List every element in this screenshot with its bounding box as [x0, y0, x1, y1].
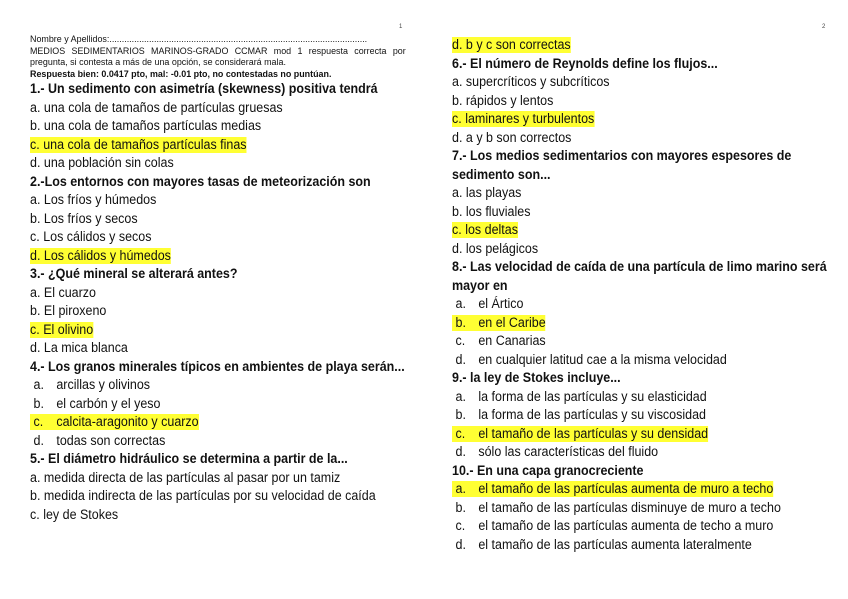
answer-content: [452, 389, 707, 405]
option-text: el Ártico: [478, 296, 524, 312]
option-text: el tamaño de las partículas y su densidad: [478, 425, 709, 442]
option-letter: a.: [452, 74, 463, 90]
answer-option: [452, 314, 786, 333]
option-text: sólo las características del fluido: [478, 444, 659, 460]
question-text: 5.- El diámetro hidráulico se determina a partir de la...: [30, 451, 348, 467]
answer-option: [30, 247, 361, 266]
highlighted-answer: [452, 111, 594, 127]
answer-option: [452, 110, 786, 129]
option-text: El piroxeno: [43, 303, 107, 319]
answer-content: [452, 518, 773, 534]
answer-content: [452, 185, 521, 201]
option-text: calcita-aragonito y cuarzo: [56, 414, 199, 430]
option-text: la forma de las partículas y su viscosidad: [478, 407, 706, 423]
option-text: El cuarzo: [43, 284, 96, 301]
option-text: todas son correctas: [56, 432, 166, 449]
answer-content: [30, 100, 283, 116]
name-line: Nombre y Apellidos:........................................................................................................: [30, 34, 368, 45]
highlighted-answer: [30, 322, 93, 338]
option-letter: c.: [455, 425, 466, 442]
answer-option: [452, 425, 786, 444]
answer-content: [30, 211, 138, 227]
answer-content: [452, 500, 781, 516]
answer-content: [30, 118, 261, 134]
option-letter: c.: [30, 506, 40, 523]
left-column: [30, 34, 406, 524]
option-text: supercríticos y subcríticos: [465, 74, 610, 90]
answer-content: [30, 377, 150, 393]
option-letter: c.: [455, 518, 466, 534]
answer-option: [30, 487, 376, 506]
answer-option: [452, 351, 786, 370]
answer-content: [452, 407, 706, 423]
option-text: el tamaño de las partículas aumenta de muro a techo: [478, 481, 774, 497]
highlighted-answer: [452, 481, 773, 497]
answer-option: [452, 129, 786, 148]
answer-option: [452, 295, 786, 314]
answer-option: [30, 99, 361, 118]
answer-content: [30, 507, 118, 523]
question-text: 8.- Las velocidad de caída de una partícula de limo marino será mayor en: [452, 259, 827, 294]
option-text: Los cálidos y secos: [43, 229, 152, 245]
option-letter: d.: [452, 240, 463, 257]
option-text: Los fríos y secos: [43, 210, 138, 227]
option-text: los deltas: [465, 222, 518, 238]
answer-content: [452, 204, 530, 220]
option-letter: d.: [455, 444, 466, 460]
answer-content: [30, 433, 165, 449]
option-letter: b.: [455, 407, 466, 423]
answer-option: [30, 136, 361, 155]
answer-option: [452, 443, 786, 462]
highlighted-answer: [30, 248, 171, 264]
highlighted-answer: [452, 315, 546, 331]
question-text: 2.-Los entornos con mayores tasas de meteorización son: [30, 173, 371, 190]
highlighted-answer: [30, 137, 247, 153]
answer-content: [30, 155, 174, 171]
option-text: el tamaño de las partículas aumenta lateralmente: [478, 536, 752, 553]
option-text: las playas: [465, 185, 522, 201]
option-letter: a.: [455, 296, 466, 312]
answer-content: [452, 241, 538, 257]
highlighted-answer: [452, 426, 708, 442]
answer-option: [452, 388, 786, 407]
answer-option: [30, 506, 361, 525]
option-text: la forma de las partículas y su elasticidad: [478, 388, 707, 405]
option-text: en cualquier latitud cae a la misma velocidad: [478, 351, 727, 368]
answer-option: [452, 203, 786, 222]
option-letter: b.: [452, 92, 463, 109]
answer-option: [452, 36, 786, 55]
answer-content: [30, 229, 151, 245]
scoring-rules: Respuesta bien: 0.0417 pto, mal: -0.01 pto, no contestadas no puntúan.: [30, 68, 332, 80]
option-letter: c.: [33, 414, 44, 430]
highlighted-answer: [30, 414, 199, 430]
option-letter: c.: [452, 111, 462, 127]
answer-content: [452, 444, 658, 460]
option-letter: c.: [455, 333, 466, 349]
question-text: 3.- ¿Qué mineral se alterará antes?: [30, 266, 238, 282]
answer-option: [30, 284, 361, 303]
option-letter: a.: [30, 192, 41, 208]
option-text: el tamaño de las partículas aumenta de techo a muro: [478, 518, 774, 534]
option-text: una cola de tamaños partículas medias: [43, 118, 262, 134]
option-text: los fluviales: [465, 203, 531, 220]
option-letter: d.: [30, 155, 41, 171]
answer-option: [30, 117, 361, 136]
answer-option: [30, 395, 361, 414]
option-letter: c.: [30, 136, 40, 153]
option-letter: d.: [455, 351, 466, 368]
question-text: 7.- Los medios sedimentarios con mayores espesores de sedimento son...: [452, 148, 792, 183]
option-letter: a.: [455, 388, 466, 405]
answer-option: [30, 469, 361, 488]
question-text: 4.- Los granos minerales típicos en ambientes de playa serán...: [30, 358, 405, 375]
option-letter: a.: [30, 99, 41, 116]
question-text: 6.- El número de Reynolds define los flujos...: [452, 55, 718, 72]
answer-content: [30, 488, 376, 504]
answer-option: [30, 228, 361, 247]
answer-option: [452, 240, 786, 259]
option-letter: a.: [452, 185, 463, 201]
option-letter: d.: [452, 37, 463, 53]
answer-option: [452, 517, 786, 536]
answer-option: [30, 432, 361, 451]
answer-option: [30, 413, 361, 432]
answer-content: [30, 340, 128, 356]
answer-option: [30, 302, 361, 321]
option-text: medida indirecta de las partículas por su velocidad de caída: [43, 488, 376, 504]
answer-content: [30, 192, 156, 208]
option-text: rápidos y lentos: [465, 92, 554, 109]
page-number: 1: [399, 24, 403, 30]
option-text: a y b son correctos: [465, 129, 572, 146]
option-letter: d.: [30, 247, 41, 264]
answer-option: [452, 184, 786, 203]
option-text: El olivino: [43, 321, 94, 338]
option-letter: c.: [30, 321, 40, 338]
option-letter: a.: [455, 481, 466, 497]
question-text: 1.- Un sedimento con asimetría (skewness) positiva tendrá: [30, 81, 378, 97]
page-number: 2: [822, 24, 826, 30]
answer-content: [452, 130, 571, 146]
answer-option: [452, 73, 786, 92]
answer-option: [452, 406, 786, 425]
option-text: una cola de tamaños de partículas gruesas: [43, 99, 283, 116]
option-letter: d.: [30, 340, 41, 356]
answer-option: [452, 332, 786, 351]
option-text: el carbón y el yeso: [56, 395, 161, 412]
option-text: en Canarias: [478, 333, 546, 349]
option-text: medida directa de las partículas al pasar por un tamiz: [43, 469, 341, 486]
option-letter: a.: [33, 377, 44, 393]
answer-content: [452, 352, 727, 368]
option-text: La mica blanca: [43, 340, 128, 356]
option-letter: b.: [30, 303, 41, 319]
highlighted-answer: [452, 37, 571, 53]
option-letter: d.: [33, 432, 44, 449]
answer-option: [452, 499, 786, 518]
option-letter: b.: [30, 210, 41, 227]
answer-content: [30, 303, 106, 319]
answer-content: [452, 333, 546, 349]
answer-option: [30, 376, 361, 395]
right-column: [452, 36, 832, 554]
answer-content: [452, 296, 523, 312]
question-text: 9.- la ley de Stokes incluye...: [452, 370, 621, 386]
option-text: Los cálidos y húmedos: [43, 247, 171, 264]
option-letter: b.: [455, 499, 466, 516]
answer-option: [452, 536, 786, 555]
answer-option: [30, 321, 361, 340]
answer-option: [30, 210, 361, 229]
option-text: en el Caribe: [478, 314, 546, 331]
exam-title: MEDIOS SEDIMENTARIOS MARINOS-GRADO CCMAR mod 1 respuesta correcta por pregunta, si contesta a más de una opción, se considerará mala.: [30, 45, 406, 68]
answer-content: [452, 93, 553, 109]
option-letter: b.: [452, 203, 463, 220]
question-text: 10.- En una capa granocreciente: [452, 462, 644, 479]
answer-content: [452, 537, 752, 553]
option-text: ley de Stokes: [43, 506, 119, 523]
option-letter: b.: [30, 488, 41, 504]
option-letter: a.: [30, 469, 41, 486]
option-text: una cola de tamaños partículas finas: [43, 136, 247, 153]
option-letter: c.: [452, 222, 462, 238]
answer-option: [30, 339, 361, 358]
answer-option: [30, 191, 361, 210]
option-letter: b.: [33, 395, 44, 412]
option-text: el tamaño de las partículas disminuye de muro a techo: [478, 499, 781, 516]
question-list: [30, 80, 406, 524]
answer-content: [30, 396, 160, 412]
answer-option: [452, 480, 786, 499]
answer-option: [30, 154, 361, 173]
option-letter: b.: [455, 314, 466, 331]
option-text: Los fríos y húmedos: [43, 192, 157, 208]
answer-option: [452, 92, 786, 111]
option-text: los pelágicos: [465, 240, 539, 257]
option-text: laminares y turbulentos: [465, 111, 595, 127]
option-letter: a.: [30, 284, 41, 301]
highlighted-answer: [452, 222, 518, 238]
answer-content: [452, 74, 610, 90]
answer-option: [452, 221, 786, 240]
question-list: [452, 36, 832, 554]
option-text: arcillas y olivinos: [56, 377, 151, 393]
option-text: una población sin colas: [43, 155, 174, 171]
option-text: b y c son correctas: [465, 37, 571, 53]
option-letter: b.: [30, 118, 41, 134]
option-letter: d.: [455, 536, 466, 553]
answer-content: [30, 470, 340, 486]
option-letter: d.: [452, 129, 463, 146]
option-letter: c.: [30, 229, 40, 245]
answer-content: [30, 285, 96, 301]
